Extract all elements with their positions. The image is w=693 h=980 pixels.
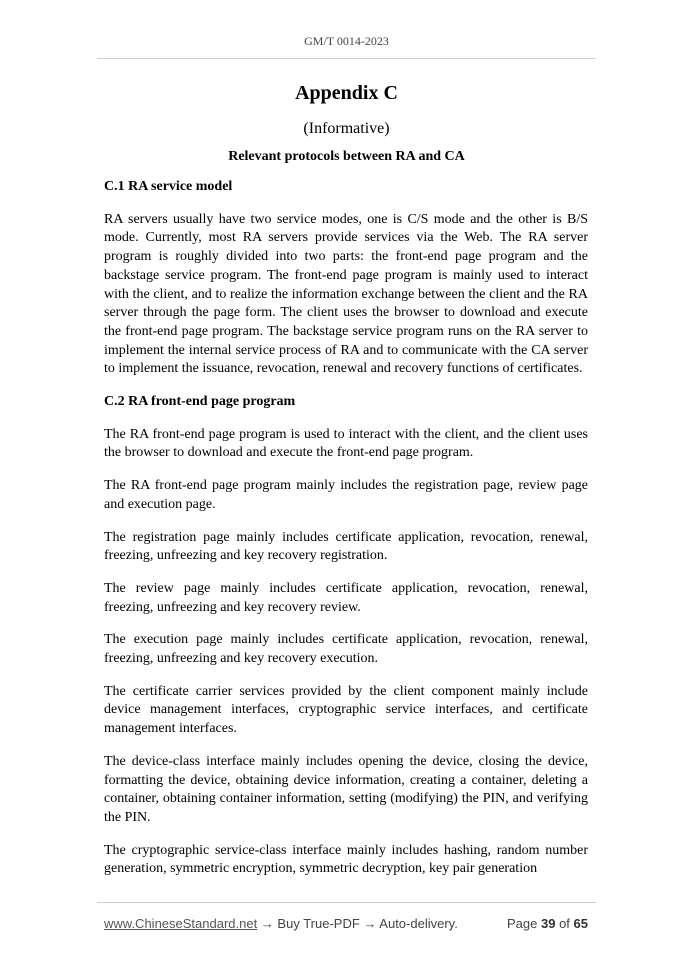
paragraph: The cryptographic service-class interface mainly includes hashing, random number generation, symmetric encryption, symmetric decryption, key pair generation: [104, 842, 588, 877]
header-divider: [97, 58, 596, 59]
standard-code-header: GM/T 0014-2023: [304, 34, 389, 48]
paragraph: The RA front-end page program mainly includes the registration page, review page and execution page.: [104, 478, 588, 512]
paragraph: The execution page mainly includes certificate application, revocation, renewal, freezing, unfreezing and key recovery execution.: [104, 632, 588, 667]
paragraph: The registration page mainly includes certificate application, revocation, renewal, freezing, unfreezing and key recovery registration.: [104, 529, 588, 564]
paragraph: The device-class interface mainly includes opening the device, closing the device, formatting the device, obtaining device information, creating a container, deleting a container, obtaining container information, setting (modifying) the PIN, and verifying the PIN.: [104, 753, 588, 825]
total-pages-number: 65: [573, 916, 588, 931]
footer-promo: [104, 916, 458, 931]
appendix-caption: Relevant protocols between RA and CA: [228, 149, 465, 164]
footer-tagline: → Buy True-PDF → Auto-delivery.: [257, 916, 458, 931]
appendix-title: Appendix C: [295, 82, 398, 104]
appendix-subtitle: (Informative): [303, 120, 390, 137]
of-word: of: [559, 916, 570, 931]
page-indicator: [507, 916, 588, 931]
page-word: Page: [506, 916, 538, 931]
website-link[interactable]: www.ChineseStandard.net: [104, 916, 258, 931]
paragraph: The certificate carrier services provided by the client component mainly include device management interfaces, cryptographic service interfaces, and certificate management interfaces.: [104, 683, 588, 737]
paragraph: The RA front-end page program is used to interact with the client, and the client uses the browser to download and execute the front-end page program.: [104, 426, 588, 461]
paragraph: RA servers usually have two service modes, one is C/S mode and the other is B/S mode. Currently, most RA servers provide services via the Web. The RA server program is roughly divided into two parts: the front-end page program and the backstage service program. The front-end page program is mainly used to interact with the client, and to realize the information exchange between the client and the RA server through the page form. The client uses the browser to download and execute the front-end page program. The backstage service program runs on the RA server to implement the internal service process of RA and to communicate with the CA server to implement the issuance, revocation, renewal and recovery functions of certificates.: [104, 211, 588, 377]
current-page-number: 39: [540, 916, 556, 931]
section-heading-c1: C.1 RA service model: [104, 179, 233, 194]
paragraph: The review page mainly includes certificate application, revocation, renewal, freezing, unfreezing and key recovery review.: [104, 580, 588, 615]
footer-divider: [97, 902, 596, 903]
document-body: [104, 178, 588, 893]
section-heading-c2: C.2 RA front-end page program: [104, 394, 296, 410]
